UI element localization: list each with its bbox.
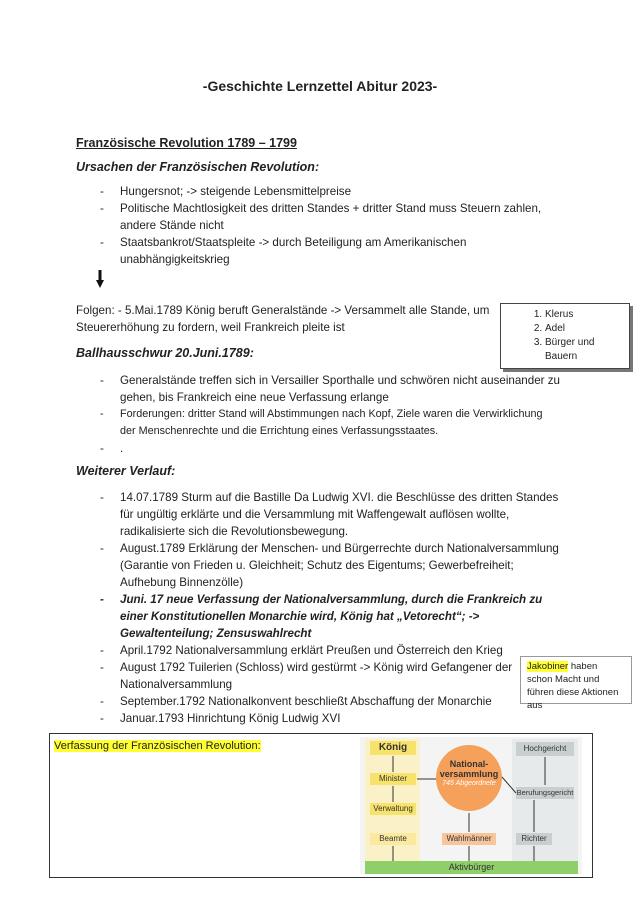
list-item: - Forderungen: dritter Stand will Abstimmungen nach Kopf, Ziele waren die Verwirklichung der Menschenrechte und die Errichtung eines Verfassungsstaates. [100,406,560,440]
ballhaus-heading: Ballhausschwur 20.Juni.1789: [76,346,254,360]
list-item: - Politische Machtlosigkeit des dritten Standes + dritter Stand muss Steuern zahlen, andere Stände nicht [100,200,560,234]
list-item: - . [100,440,560,457]
list-item: - Januar.1793 Hinrichtung König Ludwig XVI [100,710,562,727]
high-court-box: Hochgericht [516,742,574,756]
judges-box: Richter [516,833,552,845]
constitution-diagram [360,737,582,874]
electors-box: Wahlmänner [442,833,496,845]
jacobin-text: haben schon Macht und führen diese Aktionen aus [527,661,619,711]
list-item: 3. Bürger und Bauern [545,336,629,364]
active-citizens-bar: Aktivbürger [365,861,578,874]
list-item: - September.1792 Nationalkonvent beschließt Abschaffung der Monarchie [100,693,562,710]
arrow-down-icon [96,270,104,288]
list-item: - August 1792 Tuilerien (Schloss) wird gestürmt -> König wird Gefangener der Nationalversammlung [100,659,520,693]
appeal-court-box: Berufungsgericht [516,788,574,797]
course-heading: Weiterer Verlauf: [76,464,176,478]
consequences-text: Folgen: - 5.Mai.1789 König beruft Generalstände -> Versammelt alle Stande, um Steuererhöhung zu fordern, weil Frankreich pleite ist [76,304,490,334]
list-item: 2. Adel [545,322,629,336]
list-item: - August.1789 Erklärung der Menschen- und Bürgerrechte durch Nationalversammlung (Garantie von Frieden u. Gleichheit; Schutz des Eigentums; Gewerbefreiheit; Aufhebung Binnenzölle) [100,540,562,591]
diagram-connectors [360,737,582,874]
list-item: - 14.07.1789 Sturm auf die Bastille Da Ludwig XVI. die Beschlüsse des dritten Standes für ungültig erklärte und die Versammlung mit Waffengewalt auflösen wollte, radikalisierte sich die Revolutionsbewegung. [100,489,562,540]
course-list [100,489,562,727]
ballhaus-list [100,372,560,457]
causes-heading: Ursachen der Französischen Revolution: [76,160,320,174]
list-item: - Juni. 17 neue Verfassung der Nationalversammlung, durch die Frankreich zu einer Konstitutionellen Monarchie wird, König hat „Vetorecht“; -> Gewaltenteilung; Zensuswahlrecht [100,591,562,642]
king-box: König [370,741,416,755]
estates-box [500,303,630,369]
list-item: - April.1792 Nationalversammlung erklärt Preußen und Österreich den Krieg [100,642,562,659]
constitution-label: Verfassung der Französischen Revolution: [54,740,261,752]
estates-list [501,308,629,364]
jacobin-note [520,656,632,711]
page-title: -Geschichte Lernzettel Abitur 2023- [202,78,438,94]
assembly-circle: National-versammlung 745 Abgeordnete [436,745,502,811]
jacobin-highlight: Jakobiner [527,661,569,672]
administration-box: Verwaltung [370,803,416,815]
list-item: 1. Klerus [545,308,629,322]
list-item: - Generalstände treffen sich in Versailler Sporthalle und schwören nicht auseinander zu gehen, bis Frankreich eine neue Verfassung erlange [100,372,560,406]
section-heading: Französische Revolution 1789 – 1799 [76,136,297,150]
list-item: - Staatsbankrot/Staatspleite -> durch Beteiligung am Amerikanischen unabhängigkeitskrieg [100,234,560,268]
officials-box: Beamte [370,833,416,845]
minister-box: Minister [370,773,416,785]
list-item: - Hungersnot; -> steigende Lebensmittelpreise [100,183,560,200]
causes-list [100,183,560,268]
